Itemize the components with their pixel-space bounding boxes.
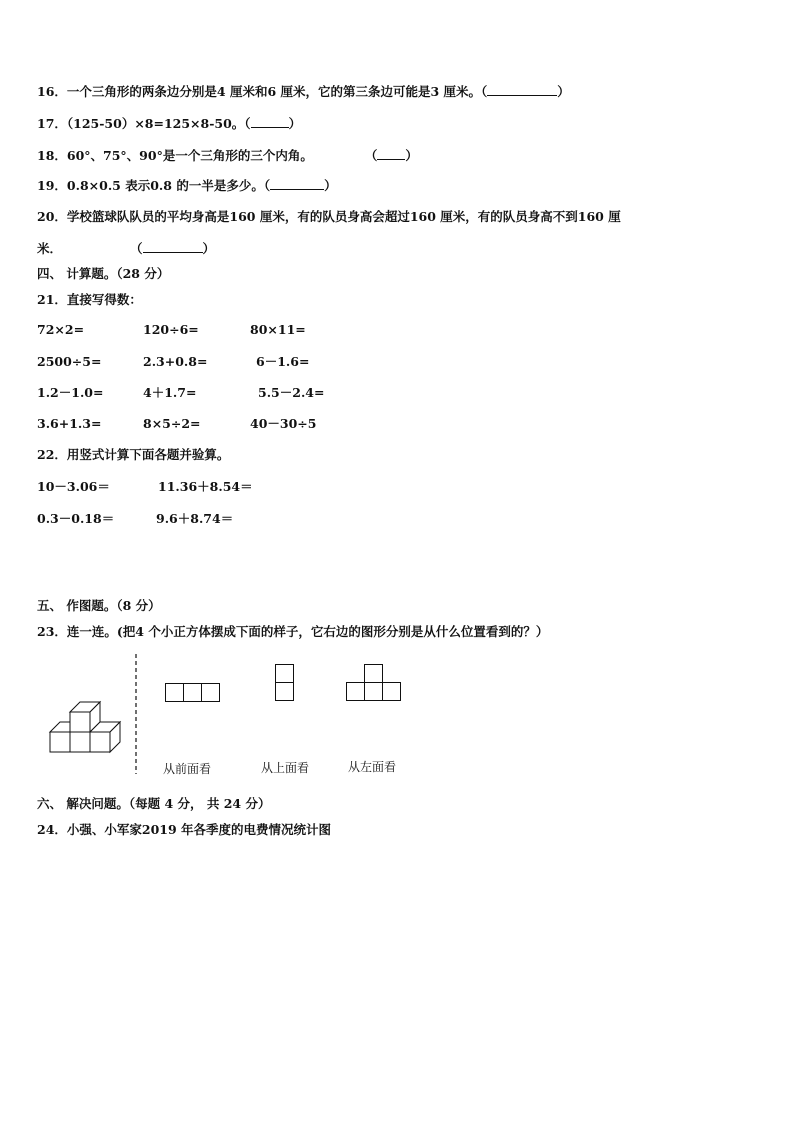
answer-blank[interactable] — [487, 83, 557, 96]
view-square — [202, 684, 220, 702]
view-label-top: 从上面看 — [261, 761, 310, 775]
question-20-cont: 米． （ ） — [37, 241, 216, 256]
view-square — [365, 665, 383, 683]
question-23: 23．连一连。(把4 个小正方体摆成下面的样子，它右边的图形分别是从什么位置看到的？） — [37, 624, 549, 639]
question-24: 24．小强、小军家2019 年各季度的电费情况统计图 — [37, 822, 332, 837]
view-label-front: 从前面看 — [163, 762, 212, 776]
answer-blank[interactable] — [251, 115, 289, 128]
cube-front-face — [50, 732, 70, 752]
calc-item: 72×2= — [37, 322, 85, 337]
view-square — [347, 683, 365, 701]
question-19: 19．0.8×0.5 表示0.8 的一半是多少。（ ） — [37, 178, 337, 193]
view-shape-2 — [275, 664, 295, 703]
question-18: 18．60°、75°、90°是一个三角形的三个内角。 （ ） — [37, 148, 418, 163]
question-21: 21．直接写得数： — [37, 292, 142, 307]
cube-top-face — [50, 722, 70, 732]
view-square — [184, 684, 202, 702]
cube-front-face — [70, 732, 90, 752]
calc-item: 2.3+0.8= — [143, 354, 208, 369]
calc-item: 120÷6= — [143, 322, 199, 337]
view-shape-1 — [165, 683, 222, 703]
answer-blank[interactable] — [270, 177, 324, 190]
section-6-title: 六、 解决问题。（每题 4 分， 共 24 分） — [37, 796, 271, 811]
calc-item: 2500÷5= — [37, 354, 102, 369]
question-17: 17．（125-50）×8=125×8-50。（ ） — [37, 116, 302, 131]
calc-item: 4＋1.7= — [143, 385, 197, 400]
view-square — [166, 684, 184, 702]
question-16: 16．一个三角形的两条边分别是4 厘米和6 厘米，它的第三条边可能是3 厘米。（ ） — [37, 84, 570, 99]
cube-front-face — [70, 712, 90, 732]
calc-item: 8×5÷2= — [143, 416, 201, 431]
answer-blank[interactable] — [143, 240, 203, 253]
section-4-title: 四、 计算题。（28 分） — [37, 266, 170, 281]
vertical-calc-item: 0.3－0.18＝ — [37, 511, 115, 526]
calc-item: 1.2－1.0= — [37, 385, 104, 400]
view-square — [365, 683, 383, 701]
calc-item: 80×11= — [250, 322, 306, 337]
view-label-left: 从左面看 — [348, 760, 397, 774]
vertical-calc-item: 11.36＋8.54＝ — [158, 479, 253, 494]
calc-item: 5.5－2.4= — [258, 385, 325, 400]
view-square — [276, 665, 294, 683]
view-shape-3 — [346, 664, 403, 703]
cube-front-face — [90, 732, 110, 752]
question-20: 20．学校篮球队队员的平均身高是160 厘米，有的队员身高会超过160 厘米，有的队员身高不到160 厘 — [37, 209, 621, 224]
calc-item: 3.6+1.3= — [37, 416, 102, 431]
answer-blank[interactable] — [377, 147, 405, 160]
dashed-divider — [134, 654, 138, 774]
vertical-calc-item: 10－3.06＝ — [37, 479, 110, 494]
view-square — [276, 683, 294, 701]
cube-arrangement-figure — [40, 700, 130, 762]
view-square — [383, 683, 401, 701]
section-5-title: 五、 作图题。（8 分） — [37, 598, 161, 613]
calc-item: 6－1.6= — [256, 354, 310, 369]
calc-item: 40－30÷5 — [250, 416, 317, 431]
vertical-calc-item: 9.6＋8.74＝ — [156, 511, 234, 526]
question-22: 22．用竖式计算下面各题并验算。 — [37, 447, 230, 462]
